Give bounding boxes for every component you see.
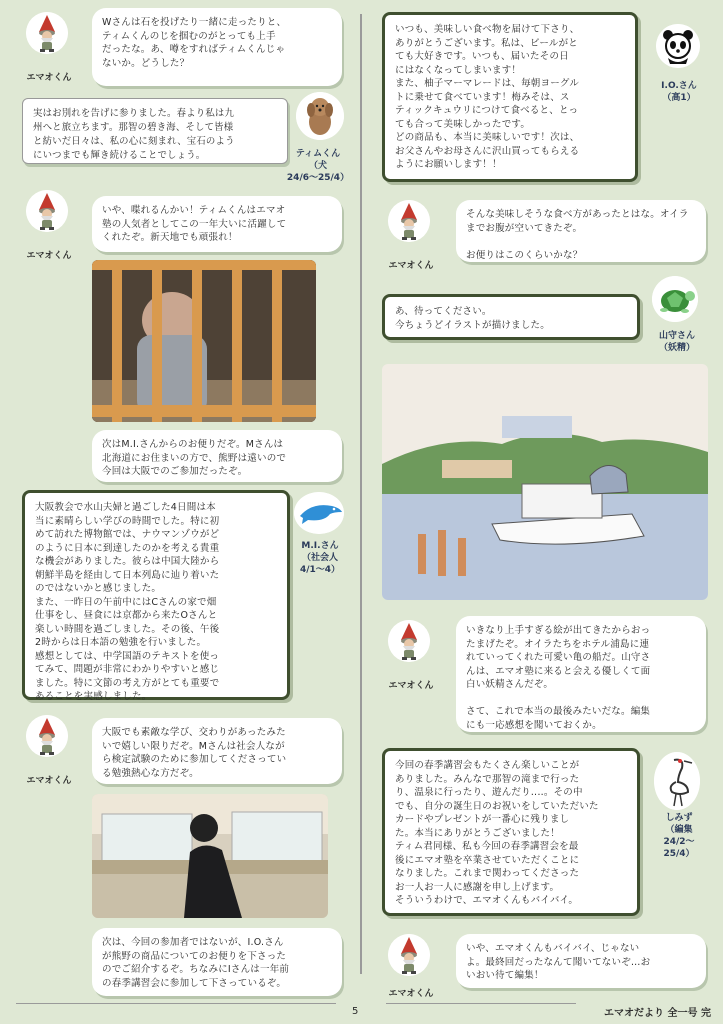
speaker-yamamori: 山守さん （妖精） <box>658 331 695 353</box>
footer-title: エマオだより 全一号 完 <box>604 1008 711 1019</box>
speaker-mi: M.I.さん （社会人 4/1〜4） <box>299 541 341 575</box>
speech-bubble: そんな美味しそうな食べ方があったとはな。オイラまでお腹が空いてきたぞ。 お便りはこのくらいかな？ <box>456 200 706 262</box>
dolphin-icon <box>294 492 344 534</box>
speech-bubble-tim: 実はお別れを告げに参りました。春より私は九 州へと旅立ちます。那智の碧き海、そして皆様 と紡いだ日々は、私の心に刻まれ、宝石のよう にいつまでも輝き続けることでしょう。 <box>22 98 288 164</box>
illustration-turtle-boat <box>382 364 708 600</box>
speech-bubble: いや、喋れるんかい！ティムくんはエマオ 塾の人気者としてこの一年大いに活躍して くれたぞ。新天地でも頑張れ！ <box>92 196 342 252</box>
photo-museum-visit <box>92 794 328 918</box>
gnome-icon <box>26 12 68 54</box>
crane-icon <box>654 752 700 810</box>
letter-mi: 大阪教会で水山夫婦と過ごした4日間は本 当に素晴らしい学びの時間でした。特に初 めて訪れた博物館では、ナウマンゾウがど のように日本に到達したのかを考える貴重 な機会がありました。彼らは中国大陸から 朝鮮半島を経由して日本列島に辿り着いた のではないかと感じました。 また、一昨日の午前中にはCさんの家で畑 仕事をし、昼食には京都から来たOさんと 楽しい時間を過ごしました。その後、午後 2時からは日本語の勉強を行いました。 感想としては、中学国語のテキストを使っ てみて、問題が非常にわかりやすいと感じ ました。特に文節の考え方がとても重要で あることを実感しました。 <box>22 490 290 700</box>
speech-bubble: Wさんは石を投げたり一緒に走ったりと、 ティムくんのじを掴むのがとっても上手 だったな。あ、噂をすればティムくんじゃ ないか。どうした？ <box>92 8 342 86</box>
page-number: 5 <box>352 1006 359 1017</box>
speech-bubble: 次は、今回の参加者ではないが、I.O.さん が熊野の商品についてのお便りを下さった のでご紹介するぞ。ちなみにIさんは一年前 の春季講習会に参加して下さっているぞ。 <box>92 928 342 996</box>
speaker-emao: エマオくん <box>26 776 72 786</box>
column-divider <box>360 14 362 974</box>
footer-rule <box>386 1003 576 1004</box>
photo-child-at-gate <box>92 260 316 422</box>
speaker-emao: エマオくん <box>388 261 434 271</box>
gnome-icon <box>26 715 68 757</box>
turtle-icon <box>652 276 698 322</box>
gnome-icon <box>26 190 68 232</box>
footer-rule <box>16 1003 336 1004</box>
speaker-emao: エマオくん <box>26 73 72 83</box>
speech-bubble: 大阪でも素敵な学び、交わりがあったみた いで嬉しい限りだぞ。Mさんは社会人なが ら検定試験のために参加してくださってい る勉強熱心な方だぞ。 <box>92 718 342 784</box>
gnome-icon <box>388 934 430 976</box>
speaker-emao: エマオくん <box>388 681 434 691</box>
panda-icon <box>656 24 700 68</box>
gnome-icon <box>388 200 430 242</box>
message-yamamori: あ、待ってください。 今ちょうどイラストが描けました。 <box>382 294 640 340</box>
speech-bubble: いきなり上手すぎる絵が出てきたからおっ たまげたぞ。オイラたちをホテル浦島に連 れていってくれた可愛い亀の船だ。山守さ んは、エマオ塾に来ると会える優しくて面 白い妖精さんだぞ。 さて、これで本当の最後みたいだな。編集 にも一応感想を聞いておくか。 <box>456 616 706 732</box>
gnome-icon <box>388 620 430 662</box>
speaker-emao: エマオくん <box>26 251 72 261</box>
speaker-shimizu: しみず （編集 24/2〜 25/4） <box>663 813 695 859</box>
speaker-io: I.O.さん （高1） <box>661 81 697 103</box>
speaker-emao: エマオくん <box>388 989 434 999</box>
letter-shimizu: 今回の春季講習会もたくさん楽しいことが ありました。みんなで那智の滝まで行った り、温泉に行ったり、遊んだり‥‥。その中 でも、自分の誕生日のお祝いをしていただいた カードやプレゼントが一番心に残りまし た。本当にありがとうございました！ ティム君同様、私も今回の春季講習会を最 後にエマオ塾を卒業させていただくことに なりました。これまで関わってくださった お一人お一人に感謝を申し上げます。 そういうわけで、エマオくんもバイバイ。 <box>382 748 640 916</box>
speech-bubble: いや、エマオくんもバイバイ、じゃない よ。最終回だったなんて聞いてないぞ…お いおい待て編集！ <box>456 934 706 988</box>
speaker-tim: ティムくん （犬 24/6〜25/4） <box>286 149 350 183</box>
letter-io: いつも、美味しい食べ物を届けて下さり、 ありがとうございます。私は、ビールがと ても大好きです。いつも、届いたその日 にはなくなってしまいます！ また、柚子マーマレードは、毎朝ヨーグル トに乗せて食べています！梅みそは、ス ティックキュウリにつけて食べると、とっ ても合って美味しかったです。 どの商品も、本当に美味しいです！次は、 お父さんやお母さんに沢山買ってもらえる ようにお願いします！！ <box>382 12 638 182</box>
dog-icon <box>296 92 344 140</box>
speech-bubble: 次はM.I.さんからのお便りだぞ。Mさんは 北海道にお住まいの方で、熊野は遠いので 今回は大阪でのご参加だったぞ。 <box>92 430 342 482</box>
